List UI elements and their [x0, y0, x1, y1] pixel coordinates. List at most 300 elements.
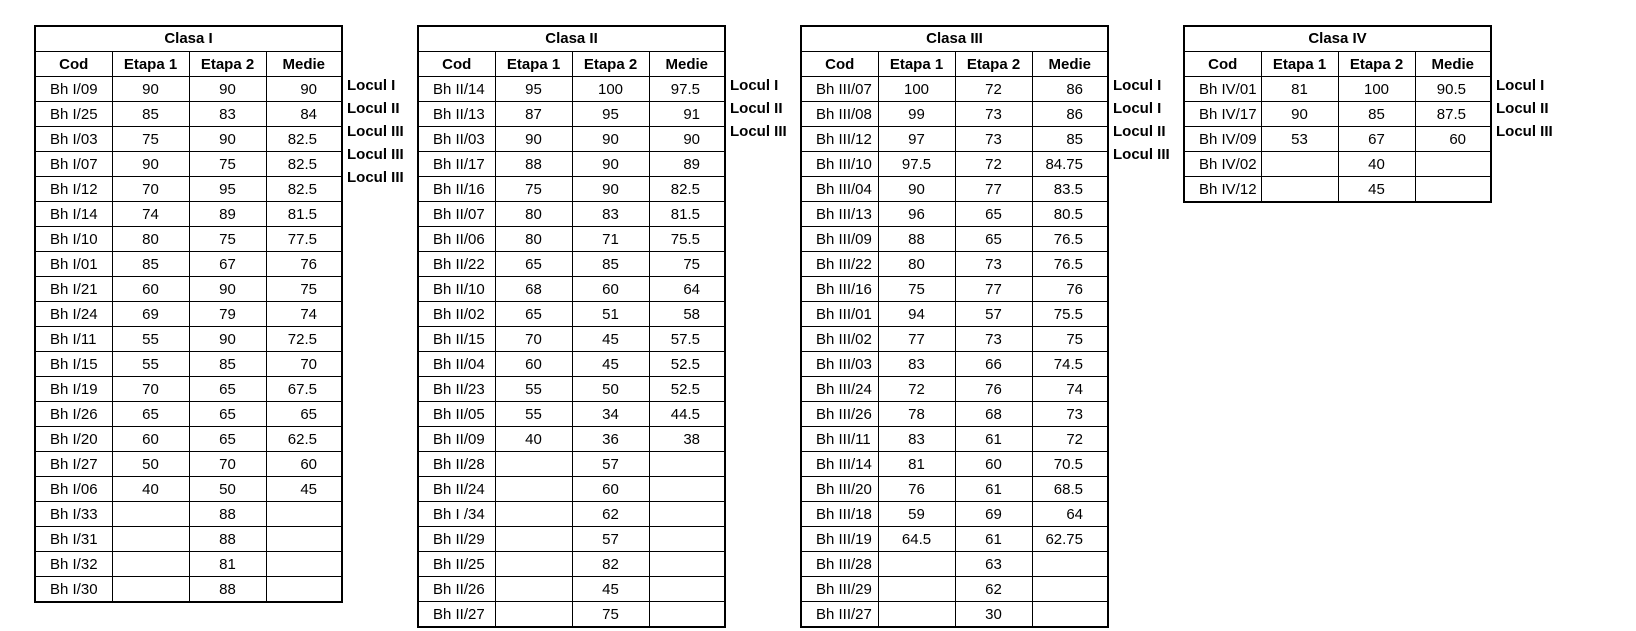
etapa2-cell: 45 [572, 352, 649, 377]
etapa1-cell [495, 452, 572, 477]
etapa2-cell: 60 [572, 277, 649, 302]
table-row [35, 152, 342, 177]
medie-cell: 81.5 [266, 202, 342, 227]
etapa1-cell: 72 [878, 377, 955, 402]
etapa2-cell: 40 [1338, 152, 1415, 177]
etapa1-cell: 70 [112, 377, 189, 402]
table-row [801, 127, 1108, 152]
table-row [35, 502, 342, 527]
medie-cell: 85 [1032, 127, 1108, 152]
rank-label [726, 488, 787, 511]
table-row [35, 77, 342, 102]
etapa1-cell [878, 577, 955, 602]
etapa2-cell: 75 [572, 602, 649, 628]
etapa1-cell: 60 [112, 277, 189, 302]
table-row [801, 102, 1108, 127]
medie-cell: 75 [266, 277, 342, 302]
medie-cell: 82.5 [266, 127, 342, 152]
rank-label [1109, 419, 1170, 442]
etapa2-cell: 71 [572, 227, 649, 252]
col-header-etapa1: Etapa 1 [1261, 52, 1338, 77]
col-header-medie: Medie [649, 52, 725, 77]
medie-cell [649, 502, 725, 527]
rank-label: Locul II [347, 100, 400, 117]
rank-label [343, 488, 404, 511]
etapa2-cell: 100 [1338, 77, 1415, 102]
etapa1-cell: 75 [112, 127, 189, 152]
etapa1-cell: 99 [878, 102, 955, 127]
rank-label [726, 557, 787, 580]
etapa1-cell [112, 577, 189, 603]
etapa2-cell: 34 [572, 402, 649, 427]
rank-label: Locul II [730, 100, 783, 117]
cod-cell: Bh I/12 [35, 177, 112, 202]
cod-cell: Bh IV/17 [1184, 102, 1261, 127]
medie-cell: 58 [649, 302, 725, 327]
cod-cell: Bh II/09 [418, 427, 495, 452]
etapa2-cell: 90 [572, 127, 649, 152]
table-row [801, 602, 1108, 628]
table-row [35, 277, 342, 302]
col-header-medie: Medie [1415, 52, 1491, 77]
medie-cell [1415, 152, 1491, 177]
etapa1-cell: 64.5 [878, 527, 955, 552]
etapa2-cell: 45 [572, 327, 649, 352]
rank-labels [1109, 74, 1170, 580]
table-row [418, 527, 725, 552]
table-row [35, 352, 342, 377]
rank-label [726, 511, 787, 534]
etapa2-cell: 83 [572, 202, 649, 227]
cod-cell: Bh III/27 [801, 602, 878, 628]
etapa1-cell [1261, 152, 1338, 177]
medie-cell: 97.5 [649, 77, 725, 102]
cod-cell: Bh I/01 [35, 252, 112, 277]
cod-cell: Bh I/20 [35, 427, 112, 452]
cod-cell: Bh II/17 [418, 152, 495, 177]
cod-cell: Bh III/14 [801, 452, 878, 477]
cod-cell: Bh I/31 [35, 527, 112, 552]
table-row [801, 227, 1108, 252]
etapa1-cell: 55 [112, 352, 189, 377]
etapa2-cell: 95 [189, 177, 266, 202]
table-row [35, 377, 342, 402]
table-row [418, 577, 725, 602]
rank-label [343, 442, 404, 465]
etapa2-cell: 66 [955, 352, 1032, 377]
etapa1-cell [112, 502, 189, 527]
table-row [801, 577, 1108, 602]
medie-cell [1032, 552, 1108, 577]
cod-cell: Bh I/15 [35, 352, 112, 377]
table-row [35, 227, 342, 252]
medie-cell: 70.5 [1032, 452, 1108, 477]
table-row [1184, 152, 1491, 177]
etapa1-cell: 90 [112, 152, 189, 177]
etapa2-cell: 50 [189, 477, 266, 502]
etapa2-cell: 90 [189, 77, 266, 102]
medie-cell: 76.5 [1032, 227, 1108, 252]
rank-label [726, 327, 787, 350]
medie-cell: 74 [266, 302, 342, 327]
cod-cell: Bh II/15 [418, 327, 495, 352]
etapa2-cell: 57 [572, 452, 649, 477]
etapa1-cell: 94 [878, 302, 955, 327]
cod-cell: Bh I /34 [418, 502, 495, 527]
col-header-cod: Cod [801, 52, 878, 77]
rank-label [726, 258, 787, 281]
rank-label [726, 350, 787, 373]
cod-cell: Bh III/11 [801, 427, 878, 452]
etapa1-cell: 40 [112, 477, 189, 502]
etapa1-cell: 97 [878, 127, 955, 152]
col-header-etapa2: Etapa 2 [955, 52, 1032, 77]
etapa2-cell: 61 [955, 527, 1032, 552]
etapa2-cell: 90 [572, 152, 649, 177]
cod-cell: Bh III/13 [801, 202, 878, 227]
table-row [801, 152, 1108, 177]
medie-cell: 72 [1032, 427, 1108, 452]
col-header-medie: Medie [266, 52, 342, 77]
table-row [1184, 77, 1491, 102]
medie-cell [649, 602, 725, 628]
medie-cell [649, 452, 725, 477]
table-row [1184, 127, 1491, 152]
cod-cell: Bh III/20 [801, 477, 878, 502]
rank-label [343, 212, 404, 235]
cod-cell: Bh III/26 [801, 402, 878, 427]
etapa2-cell: 65 [189, 402, 266, 427]
table-row [801, 177, 1108, 202]
etapa1-cell: 70 [495, 327, 572, 352]
etapa1-cell: 90 [495, 127, 572, 152]
medie-cell: 68.5 [1032, 477, 1108, 502]
table-row [35, 477, 342, 502]
etapa1-cell: 59 [878, 502, 955, 527]
medie-cell: 67.5 [266, 377, 342, 402]
medie-cell: 44.5 [649, 402, 725, 427]
medie-cell: 82.5 [266, 177, 342, 202]
table-row [418, 427, 725, 452]
cod-cell: Bh I/09 [35, 77, 112, 102]
table-row [801, 327, 1108, 352]
etapa2-cell: 79 [189, 302, 266, 327]
cod-cell: Bh II/23 [418, 377, 495, 402]
rank-label: Locul III [347, 146, 404, 163]
table-row [801, 477, 1108, 502]
medie-cell: 87.5 [1415, 102, 1491, 127]
medie-cell: 84 [266, 102, 342, 127]
etapa2-cell: 67 [189, 252, 266, 277]
etapa2-cell: 85 [572, 252, 649, 277]
etapa2-cell: 88 [189, 527, 266, 552]
table-row [418, 502, 725, 527]
rank-label [1109, 327, 1170, 350]
etapa2-cell: 62 [955, 577, 1032, 602]
etapa1-cell [1261, 177, 1338, 203]
cod-cell: Bh III/24 [801, 377, 878, 402]
etapa1-cell: 80 [878, 252, 955, 277]
rank-label [726, 442, 787, 465]
rank-label [343, 465, 404, 488]
rank-label: Locul I [1496, 77, 1545, 94]
etapa2-cell: 61 [955, 477, 1032, 502]
cod-cell: Bh III/10 [801, 152, 878, 177]
rank-label [1109, 189, 1170, 212]
etapa2-cell: 75 [189, 227, 266, 252]
table-row [418, 277, 725, 302]
cod-cell: Bh II/14 [418, 77, 495, 102]
medie-cell: 90 [649, 127, 725, 152]
col-header-cod: Cod [1184, 52, 1261, 77]
medie-cell: 62.5 [266, 427, 342, 452]
table-row [801, 252, 1108, 277]
etapa1-cell: 60 [495, 352, 572, 377]
etapa1-cell [878, 602, 955, 628]
etapa1-cell: 90 [878, 177, 955, 202]
etapa1-cell: 55 [495, 377, 572, 402]
etapa2-cell: 72 [955, 77, 1032, 102]
rank-label [343, 235, 404, 258]
medie-cell: 82.5 [266, 152, 342, 177]
medie-cell [649, 477, 725, 502]
rank-label [726, 534, 787, 557]
rank-label [1109, 212, 1170, 235]
rank-label [343, 350, 404, 373]
etapa2-cell: 62 [572, 502, 649, 527]
cod-cell: Bh IV/01 [1184, 77, 1261, 102]
table-row [801, 452, 1108, 477]
col-header-etapa1: Etapa 1 [878, 52, 955, 77]
etapa1-cell [495, 552, 572, 577]
cod-cell: Bh I/03 [35, 127, 112, 152]
etapa1-cell: 100 [878, 77, 955, 102]
medie-cell [266, 552, 342, 577]
medie-cell [649, 577, 725, 602]
medie-cell [1415, 177, 1491, 203]
table-row [801, 377, 1108, 402]
etapa1-cell [495, 527, 572, 552]
etapa1-cell: 55 [112, 327, 189, 352]
etapa2-cell: 67 [1338, 127, 1415, 152]
medie-cell: 81.5 [649, 202, 725, 227]
etapa2-cell: 81 [189, 552, 266, 577]
etapa1-cell: 69 [112, 302, 189, 327]
etapa1-cell: 85 [112, 102, 189, 127]
table-row [418, 202, 725, 227]
cod-cell: Bh II/29 [418, 527, 495, 552]
class-table [34, 25, 343, 603]
table-row [418, 377, 725, 402]
etapa2-cell: 73 [955, 127, 1032, 152]
cod-cell: Bh I/25 [35, 102, 112, 127]
cod-cell: Bh I/11 [35, 327, 112, 352]
rank-label: Locul III [1496, 123, 1553, 140]
medie-cell: 76 [266, 252, 342, 277]
etapa1-cell: 96 [878, 202, 955, 227]
rank-label [1492, 143, 1553, 166]
etapa2-cell: 65 [955, 202, 1032, 227]
cod-cell: Bh III/28 [801, 552, 878, 577]
rank-labels [726, 74, 787, 580]
table-row [418, 177, 725, 202]
cod-cell: Bh I/06 [35, 477, 112, 502]
etapa2-cell: 73 [955, 102, 1032, 127]
etapa2-cell: 57 [955, 302, 1032, 327]
table-row [801, 302, 1108, 327]
medie-cell: 75 [1032, 327, 1108, 352]
rank-label [726, 235, 787, 258]
rank-label [726, 373, 787, 396]
rank-label [1109, 557, 1170, 580]
medie-cell: 86 [1032, 77, 1108, 102]
etapa2-cell: 100 [572, 77, 649, 102]
medie-cell: 65 [266, 402, 342, 427]
rank-label [1109, 304, 1170, 327]
medie-cell: 74 [1032, 377, 1108, 402]
table-row [801, 277, 1108, 302]
cod-cell: Bh I/14 [35, 202, 112, 227]
etapa2-cell: 72 [955, 152, 1032, 177]
medie-cell: 91 [649, 102, 725, 127]
etapa1-cell: 90 [112, 77, 189, 102]
etapa2-cell: 70 [189, 452, 266, 477]
cod-cell: Bh II/05 [418, 402, 495, 427]
etapa1-cell [112, 527, 189, 552]
cod-cell: Bh III/07 [801, 77, 878, 102]
col-header-etapa1: Etapa 1 [112, 52, 189, 77]
etapa2-cell: 45 [1338, 177, 1415, 203]
cod-cell: Bh I/07 [35, 152, 112, 177]
table-row [418, 552, 725, 577]
rank-label [726, 396, 787, 419]
etapa2-cell: 69 [955, 502, 1032, 527]
rank-label: Locul I [730, 77, 779, 94]
cod-cell: Bh III/08 [801, 102, 878, 127]
medie-cell [1032, 602, 1108, 628]
class-title: Clasa IV [1184, 26, 1491, 52]
cod-cell: Bh II/10 [418, 277, 495, 302]
etapa1-cell: 88 [495, 152, 572, 177]
cod-cell: Bh III/29 [801, 577, 878, 602]
etapa2-cell: 90 [572, 177, 649, 202]
rank-label [1492, 166, 1553, 189]
etapa1-cell: 95 [495, 77, 572, 102]
etapa1-cell: 97.5 [878, 152, 955, 177]
medie-cell: 38 [649, 427, 725, 452]
cod-cell: Bh I/21 [35, 277, 112, 302]
rank-label [1109, 488, 1170, 511]
class-table [417, 25, 726, 628]
medie-cell [1032, 577, 1108, 602]
medie-cell: 70 [266, 352, 342, 377]
medie-cell: 73 [1032, 402, 1108, 427]
table-row [801, 527, 1108, 552]
rank-label [1109, 511, 1170, 534]
etapa2-cell: 77 [955, 177, 1032, 202]
etapa2-cell: 89 [189, 202, 266, 227]
etapa2-cell: 76 [955, 377, 1032, 402]
table-row [418, 102, 725, 127]
medie-cell: 80.5 [1032, 202, 1108, 227]
rank-label [726, 465, 787, 488]
medie-cell: 75.5 [1032, 302, 1108, 327]
etapa2-cell: 30 [955, 602, 1032, 628]
etapa1-cell: 65 [112, 402, 189, 427]
medie-cell: 75 [649, 252, 725, 277]
medie-cell: 84.75 [1032, 152, 1108, 177]
medie-cell: 86 [1032, 102, 1108, 127]
medie-cell: 74.5 [1032, 352, 1108, 377]
rank-label [343, 373, 404, 396]
table-row [35, 302, 342, 327]
table-row [35, 577, 342, 603]
medie-cell: 82.5 [649, 177, 725, 202]
cod-cell: Bh III/18 [801, 502, 878, 527]
rank-label [726, 143, 787, 166]
table-row [418, 302, 725, 327]
rank-label [1109, 235, 1170, 258]
medie-cell: 57.5 [649, 327, 725, 352]
col-header-etapa2: Etapa 2 [189, 52, 266, 77]
table-row [35, 552, 342, 577]
cod-cell: Bh III/04 [801, 177, 878, 202]
rank-label [1109, 258, 1170, 281]
cod-cell: Bh II/06 [418, 227, 495, 252]
col-header-etapa2: Etapa 2 [572, 52, 649, 77]
rank-label [343, 258, 404, 281]
cod-cell: Bh III/16 [801, 277, 878, 302]
cod-cell: Bh II/07 [418, 202, 495, 227]
rank-labels [343, 74, 404, 557]
etapa2-cell: 95 [572, 102, 649, 127]
medie-cell: 89 [649, 152, 725, 177]
medie-cell: 76 [1032, 277, 1108, 302]
etapa1-cell: 40 [495, 427, 572, 452]
etapa2-cell: 50 [572, 377, 649, 402]
table-row [1184, 177, 1491, 203]
etapa2-cell: 90 [189, 327, 266, 352]
table-row [35, 252, 342, 277]
rank-label [343, 327, 404, 350]
table-row [35, 327, 342, 352]
rank-label: Locul III [1113, 146, 1170, 163]
rank-label [1109, 396, 1170, 419]
cod-cell: Bh II/22 [418, 252, 495, 277]
class-title: Clasa II [418, 26, 725, 52]
table-row [35, 527, 342, 552]
medie-cell: 64 [1032, 502, 1108, 527]
table-row [35, 452, 342, 477]
cod-cell: Bh II/24 [418, 477, 495, 502]
etapa1-cell: 65 [495, 252, 572, 277]
rank-labels [1492, 74, 1553, 189]
rank-label [726, 166, 787, 189]
etapa2-cell: 45 [572, 577, 649, 602]
table-row [418, 252, 725, 277]
rank-label [343, 511, 404, 534]
etapa1-cell [495, 502, 572, 527]
cod-cell: Bh I/19 [35, 377, 112, 402]
etapa2-cell: 63 [955, 552, 1032, 577]
etapa1-cell [112, 552, 189, 577]
etapa1-cell: 88 [878, 227, 955, 252]
medie-cell [649, 527, 725, 552]
etapa1-cell: 80 [495, 202, 572, 227]
etapa1-cell: 83 [878, 352, 955, 377]
table-row [801, 202, 1108, 227]
etapa2-cell: 85 [1338, 102, 1415, 127]
